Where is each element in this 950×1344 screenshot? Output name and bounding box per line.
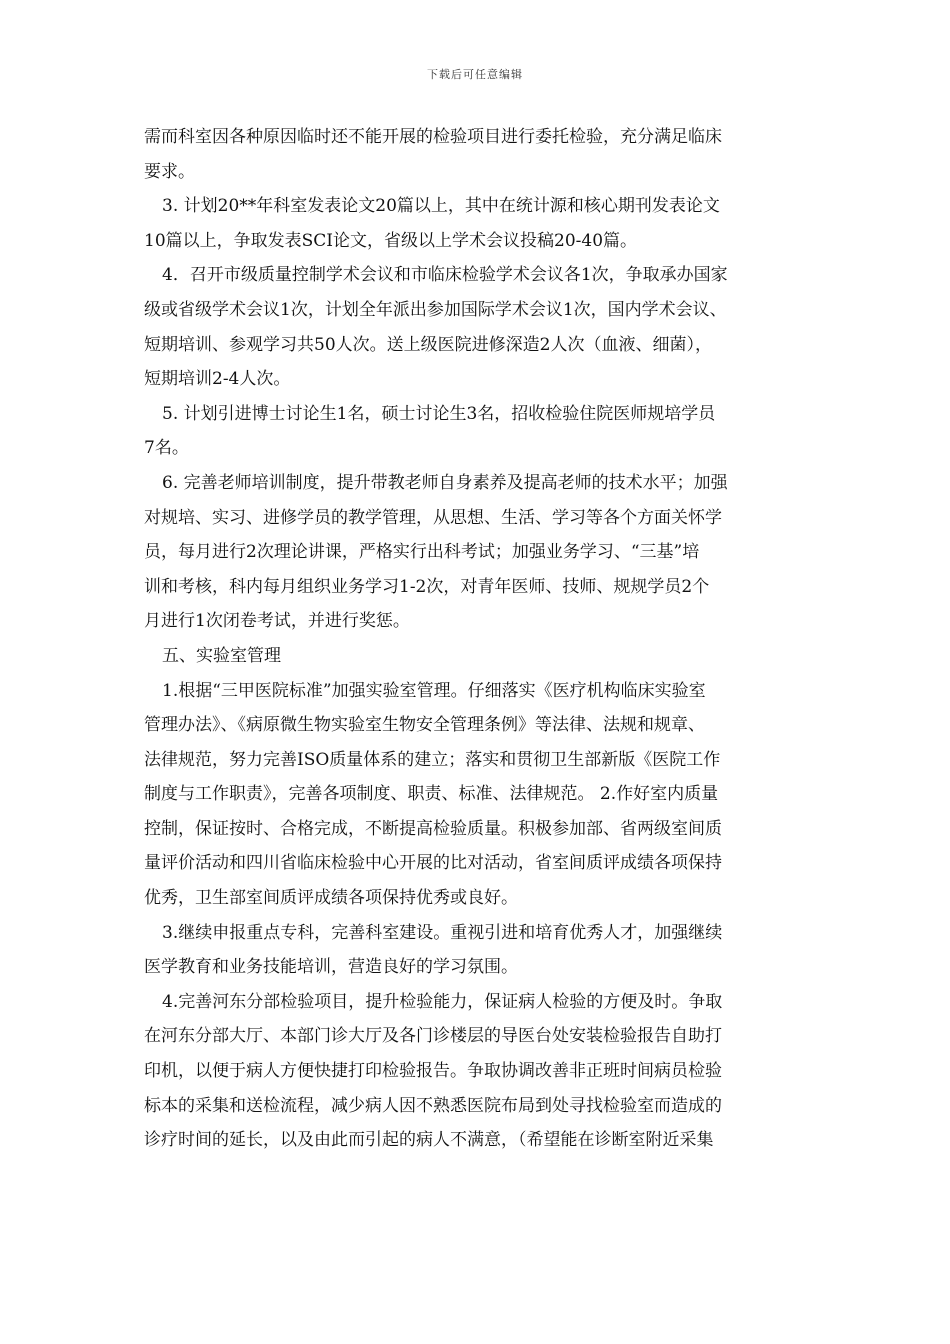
document-body	[144, 120, 816, 1158]
text-line: 控制，保证按时、合格完成，不断提高检验质量。积极参加部、省两级室间质	[144, 818, 722, 839]
text-line: 4．召开市级质量控制学术会议和市临床检验学术会议各1次，争取承办国家	[162, 265, 728, 286]
text-line: 诊疗时间的延长，以及由此而引起的病人不满意，（希望能在诊断室附近采集	[144, 1130, 714, 1151]
text-line: 短期培训2-4人次。	[144, 369, 291, 390]
page-header: 下载后可任意编辑	[427, 68, 523, 81]
text-line: 对规培、实习、进修学员的教学管理，从思想、生活、学习等各个方面关怀学	[144, 507, 722, 528]
text-line: 6. 完善老师培训制度，提升带教老师自身素养及提高老师的技术水平；加强	[162, 472, 728, 493]
text-line: 训和考核，科内每月组织业务学习1-2次，对青年医师、技师、规规学员2个	[144, 576, 710, 597]
text-line: 1.根据“三甲医院标准”加强实验室管理。仔细落实《医疗机构临床实验室	[162, 680, 706, 701]
text-line: 员，每月进行2次理论讲课，严格实行出科考试；加强业务学习、“三基”培	[144, 542, 700, 563]
text-line: 法律规范，努力完善ISO质量体系的建立；落实和贯彻卫生部新版《医院工作	[144, 749, 721, 770]
text-line: 要求。	[144, 161, 195, 182]
text-line: 量评价活动和四川省临床检验中心开展的比对活动，省室间质评成绩各项保持	[144, 853, 722, 874]
text-line: 3.继续申报重点专科，完善科室建设。重视引进和培育优秀人才，加强继续	[162, 922, 723, 943]
text-line: 3. 计划20**年科室发表论文20篇以上，其中在统计源和核心期刊发表论文	[162, 196, 720, 217]
text-line: 需而科室因各种原因临时还不能开展的检验项目进行委托检验，充分满足临床	[144, 127, 722, 147]
text-line: 五、实验室管理	[162, 645, 281, 666]
text-line: 优秀，卫生部室间质评成绩各项保持优秀或良好。	[144, 888, 518, 909]
text-line: 管理办法》、《病原微生物实验室生物安全管理条例》等法律、法规和规章、	[144, 715, 705, 736]
text-line: 标本的采集和送检流程，减少病人因不熟悉医院布局到处寻找检验室而造成的	[144, 1095, 722, 1116]
text-line: 级或省级学术会议1次，计划全年派出参加国际学术会议1次，国内学术会议、	[144, 299, 727, 320]
text-line: 4.完善河东分部检验项目，提升检验能力，保证病人检验的方便及时。争取	[162, 991, 723, 1012]
text-line: 7名。	[144, 438, 189, 459]
text-line: 月进行1次闭卷考试，并进行奖惩。	[144, 611, 410, 632]
text-line: 短期培训、参观学习共50人次。送上级医院进修深造2人次（血液、细菌），	[144, 334, 712, 355]
text-line: 医学教育和业务技能培训，营造良好的学习氛围。	[144, 957, 518, 978]
text-line: 10篇以上，争取发表SCI论文，省级以上学术会议投稿20-40篇。	[144, 230, 638, 251]
text-line: 印机，以便于病人方便快捷打印检验报告。争取协调改善非正班时间病员检验	[144, 1061, 722, 1082]
text-line: 在河东分部大厅、本部门诊大厅及各门诊楼层的导医台处安装检验报告自助打	[144, 1026, 722, 1047]
text-line: 制度与工作职责》，完善各项制度、职责、标准、法律规范。 2.作好室内质量	[144, 784, 719, 805]
text-line: 5. 计划引进博士讨论生1名，硕士讨论生3名，招收检验住院医师规培学员	[162, 403, 716, 424]
